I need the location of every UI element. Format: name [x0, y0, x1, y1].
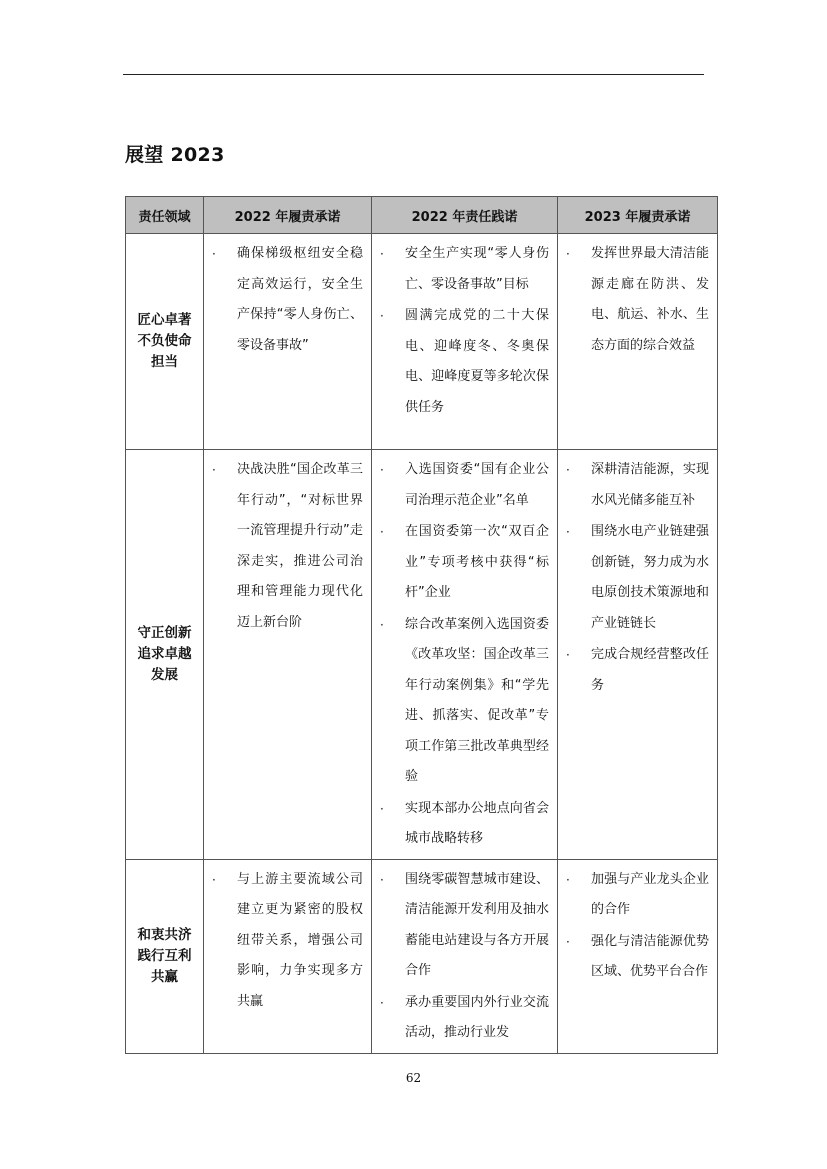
- list-item: [380, 517, 549, 609]
- commitments-2023-list: [558, 450, 717, 705]
- bullet-icon: ·: [566, 648, 570, 662]
- list-item-text: 围绕零碳智慧城市建设、清洁能源开发利用及抽水蓄能电站建设与各方开展合作: [405, 871, 549, 978]
- list-item: [380, 865, 549, 987]
- responsibility-area-cell: [126, 859, 204, 1053]
- list-item-text: 与上游主要流域公司建立更为紧密的股权纽带关系，增强公司影响，力争实现多方共赢: [237, 871, 363, 1009]
- area-name-line: 共赢: [151, 968, 178, 985]
- header-commitments-2022: 2022 年履责承诺: [204, 197, 372, 234]
- list-item: [566, 865, 709, 926]
- bullet-icon: ·: [566, 934, 570, 949]
- responsibility-area-cell: [126, 450, 204, 860]
- bullet-icon: ·: [566, 525, 570, 539]
- header-commitments-2023: 2023 年履责承诺: [558, 197, 718, 234]
- list-item-text: 强化与清洁能源优势区域、优势平台合作: [591, 933, 709, 979]
- list-item-text: 圆满完成党的二十大保电、迎峰度冬、冬奥保电、迎峰度夏等多轮次保供任务: [405, 308, 549, 415]
- bullet-icon: ·: [380, 525, 384, 539]
- list-item: [566, 517, 709, 639]
- commitments-2023-list: [558, 860, 717, 992]
- list-item-text: 入选国资委“国有企业公司治理示范企业”名单: [405, 462, 549, 508]
- commitments-2023-list: [558, 234, 717, 365]
- commitments-2022-list: [204, 234, 371, 365]
- list-item-text: 完成合规经营整改任务: [591, 647, 709, 693]
- list-item: [212, 239, 363, 361]
- table-header-row: [126, 197, 718, 234]
- header-fulfillment-2022: 2022 年责任践诺: [372, 197, 558, 234]
- commitments-2022-list: [204, 860, 371, 1022]
- table-row: [126, 234, 718, 450]
- area-name-line: 守正创新: [137, 624, 192, 641]
- commitments-2023-cell: [558, 234, 718, 450]
- responsibility-table: [125, 196, 718, 1054]
- list-item: [380, 610, 549, 793]
- list-item: [566, 239, 709, 361]
- list-item: [380, 239, 549, 300]
- list-item-text: 围绕水电产业链建强创新链，努力成为水电原创技术策源地和产业链链长: [591, 524, 709, 631]
- list-item: [380, 455, 549, 516]
- list-item-text: 承办重要国内外行业交流活动，推动行业发: [405, 994, 549, 1040]
- bullet-icon: ·: [380, 309, 384, 323]
- commitments-2022-cell: [204, 450, 372, 860]
- fulfillment-2022-cell: [372, 450, 558, 860]
- list-item-text: 加强与产业龙头企业的合作: [591, 871, 709, 917]
- list-item-text: 决战决胜“国企改革三年行动”，“对标世界一流管理提升行动”走深走实，推进公司治理和管理能力现代化迈上新台阶: [237, 462, 363, 630]
- bullet-icon: ·: [212, 463, 216, 477]
- fulfillment-2022-cell: [372, 234, 558, 450]
- list-item-text: 深耕清洁能源，实现水风光储多能互补: [591, 462, 709, 508]
- header-area: 责任领域: [126, 197, 204, 234]
- list-item: [566, 640, 709, 701]
- bullet-icon: ·: [212, 247, 216, 261]
- bullet-icon: ·: [380, 872, 384, 887]
- list-item: [566, 927, 709, 988]
- table-row: [126, 450, 718, 860]
- fulfillment-2022-list: [372, 450, 557, 859]
- bullet-icon: ·: [380, 463, 384, 477]
- commitments-2022-cell: [204, 859, 372, 1053]
- list-item-text: 发挥世界最大清洁能源走廊在防洪、发电、航运、补水、生态方面的综合效益: [591, 246, 709, 353]
- responsibility-area-cell: [126, 234, 204, 450]
- list-item-text: 确保梯级枢纽安全稳定高效运行，安全生产保持“零人身伤亡、零设备事故”: [237, 246, 363, 353]
- area-name-line: 践行互利: [137, 947, 192, 964]
- bullet-icon: ·: [380, 247, 384, 261]
- list-item-text: 在国资委第一次“双百企业”专项考核中获得“标杆”企业: [405, 524, 549, 600]
- commitments-2023-cell: [558, 450, 718, 860]
- commitments-2022-cell: [204, 234, 372, 450]
- page-number: 62: [405, 1071, 422, 1085]
- area-name-line: 匠心卓著: [137, 312, 192, 328]
- commitments-2022-list: [204, 450, 371, 642]
- section-title: 展望 2023: [125, 144, 225, 166]
- fulfillment-2022-list: [372, 234, 557, 427]
- bullet-icon: ·: [566, 247, 570, 261]
- list-item: [380, 988, 549, 1049]
- bullet-icon: ·: [212, 872, 216, 887]
- area-name-line: 发展: [151, 666, 178, 683]
- area-name-line: 不负使命: [137, 333, 192, 349]
- area-name-line: 和衷共济: [137, 926, 192, 943]
- area-name-line: 追求卓越: [137, 645, 192, 662]
- list-item-text: 实现本部办公地点向省会城市战略转移: [405, 800, 549, 846]
- bullet-icon: ·: [380, 801, 384, 816]
- list-item-text: 综合改革案例入选国资委《改革攻坚：国企改革三年行动案例集》和“学先进、抓落实、促改革”专项工作第三批改革典型经验: [405, 616, 549, 784]
- bullet-icon: ·: [380, 995, 384, 1010]
- list-item: [212, 865, 363, 1018]
- fulfillment-2022-cell: [372, 859, 558, 1053]
- area-name-line: 担当: [151, 354, 178, 370]
- bullet-icon: ·: [380, 617, 384, 632]
- list-item: [380, 301, 549, 423]
- list-item: [566, 455, 709, 516]
- bullet-icon: ·: [566, 463, 570, 477]
- bullet-icon: ·: [566, 872, 570, 887]
- fulfillment-2022-list: [372, 860, 557, 1053]
- table-row: [126, 859, 718, 1053]
- list-item: [380, 794, 549, 855]
- list-item: [212, 455, 363, 638]
- header-rule: [123, 74, 704, 75]
- list-item-text: 安全生产实现“零人身伤亡、零设备事故”目标: [405, 246, 549, 292]
- commitments-2023-cell: [558, 859, 718, 1053]
